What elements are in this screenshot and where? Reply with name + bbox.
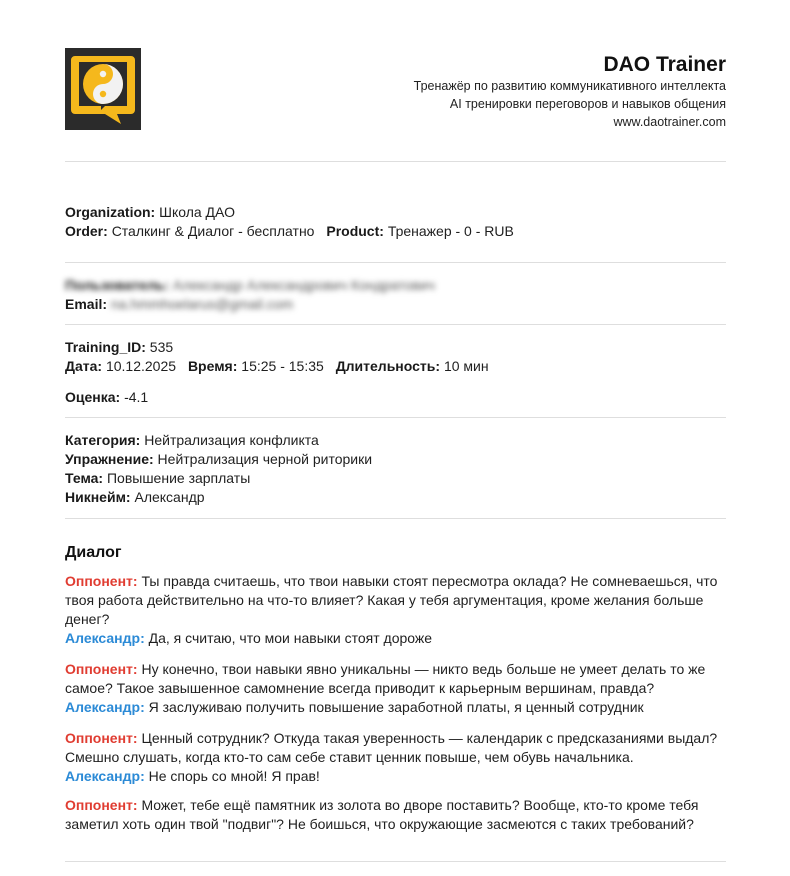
training-id-value: 535 [149,339,174,355]
user-speaker-label: Александр: [65,630,145,646]
user-text: Я заслуживаю получить повышение заработной платы, я ценный сотрудник [148,699,644,715]
score-label: Оценка: [65,389,121,405]
topic-value: Повышение зарплаты [106,470,251,486]
user-message [65,767,726,786]
opponent-text: Ну конечно, твои навыки явно уникальны — никто ведь больше не умеет делать то же самое? Такое завышенное самомнение всегда приводит к карьерным вершинам, правда? [65,661,706,696]
dialog-turn [65,729,726,786]
email-row [65,295,726,314]
product-value: Тренажер - 0 - RUB [387,223,514,239]
org-section [65,203,726,241]
dialog-title: Диалог [65,544,122,561]
brand-subtitle-1: Тренажёр по развитию коммуникативного интеллекта [413,79,726,93]
opponent-label: Оппонент: [65,661,138,677]
time-label: Время: [187,358,238,374]
exercise-value: Нейтрализация черной риторики [157,451,373,467]
email-value: na.hmmhoelarus@gmail.com [110,296,294,312]
user-label: Пользователь: [65,277,169,293]
nickname-row [65,488,726,507]
opponent-text: Может, тебе ещё памятник из золота во дворе поставить? Вообще, кто-то кроме тебя заметил хоть один твой "подвиг"? Не боишься, что окружающие засмеются с таких требований? [65,797,699,832]
brand-title: DAO Trainer [603,53,726,76]
opponent-label: Оппонент: [65,730,138,746]
training-id-row [65,338,726,357]
category-value: Нейтрализация конфликта [144,432,319,448]
user-speaker-label: Александр: [65,768,145,784]
opponent-message [65,660,726,698]
email-label: Email: [65,296,108,312]
opponent-label: Оппонент: [65,797,138,813]
yin-yang-speech-bubble-icon [65,48,141,130]
score-row [65,388,726,407]
topic-label: Тема: [65,470,104,486]
divider [65,262,726,263]
order-value: Сталкинг & Диалог - бесплатно [111,223,315,239]
duration-label: Длительность: [335,358,441,374]
opponent-message [65,572,726,629]
brand-subtitle-2: AI тренировки переговоров и навыков общения [449,97,726,111]
exercise-row [65,450,726,469]
dialog-turn [65,572,726,648]
nickname-label: Никнейм: [65,489,131,505]
category-row [65,431,726,450]
user-speaker-label: Александр: [65,699,145,715]
organization-row [65,203,726,222]
report-header [65,48,726,130]
order-label: Order: [65,223,108,239]
brand-website: www.daotrainer.com [613,115,726,129]
user-text: Не спорь со мной! Я прав! [148,768,320,784]
dialog-turn [65,660,726,717]
order-row [65,222,726,241]
exercise-label: Упражнение: [65,451,154,467]
training-section [65,338,726,407]
divider [65,161,726,162]
user-row [65,276,726,295]
nickname-value: Александр [134,489,205,505]
product-label: Product: [326,223,384,239]
opponent-text: Ценный сотрудник? Откуда такая уверенность — календарик с предсказаниями выдал? Смешно слушать, когда кто-то сам себе ставит ценник повыше, чем обувь начальника. [65,730,718,765]
date-label: Дата: [65,358,103,374]
user-section [65,276,726,314]
opponent-message [65,796,726,834]
user-name: Александр Александрович Кондратович [172,277,435,293]
topic-row [65,469,726,488]
date-value: 10.12.2025 [105,358,177,374]
score-value: -4.1 [124,389,149,405]
report-page [65,48,726,130]
duration-value: 10 мин [443,358,489,374]
divider [65,417,726,418]
organization-value: Школа ДАО [159,204,235,220]
divider [65,324,726,325]
exercise-section [65,431,726,507]
divider [65,518,726,519]
training-id-label: Training_ID: [65,339,146,355]
datetime-row [65,357,726,376]
opponent-label: Оппонент: [65,573,138,589]
user-message [65,698,726,717]
divider [65,861,726,862]
time-value: 15:25 - 15:35 [241,358,324,374]
opponent-text: Ты правда считаешь, что твои навыки стоят пересмотра оклада? Не сомневаешься, что твоя работа действительно на что-то влияет? Какая у тебя аргументация, кроме желания больше денег? [65,573,718,627]
opponent-message [65,729,726,767]
dialog-turn [65,796,726,834]
user-message [65,629,726,648]
organization-label: Organization: [65,204,156,220]
category-label: Категория: [65,432,141,448]
user-text: Да, я считаю, что мои навыки стоят дороже [148,630,433,646]
brand-block [414,53,726,131]
